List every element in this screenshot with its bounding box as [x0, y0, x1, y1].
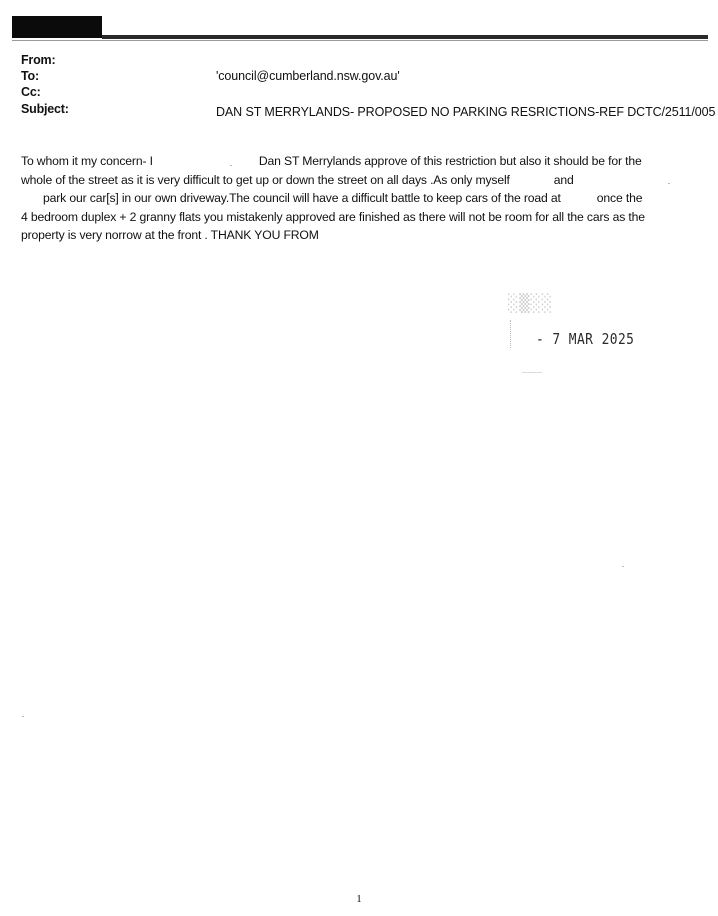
page-number: 1 [356, 893, 362, 905]
letter-body [21, 152, 701, 245]
stamp-border [510, 320, 521, 348]
to-value: 'council@cumberland.nsw.gov.au' [216, 69, 400, 83]
header-rule-thin [12, 40, 708, 41]
subject-label: Subject: [21, 102, 69, 116]
body-line-2b: and [553, 172, 574, 187]
from-label: From: [21, 53, 56, 67]
body-line-2 [21, 171, 701, 190]
redacted-sender-block [12, 16, 102, 38]
body-line-5: property is very norrow at the front . THANK YOU FROM [21, 228, 319, 242]
body-line-4: 4 bedroom duplex + 2 granny flats you mistakenly approved are finished as there will not be room for all the cars as the [21, 209, 645, 224]
body-line-1 [21, 152, 701, 171]
stamp-date: - 7 MAR 2025 [536, 330, 635, 348]
subject-value: DAN ST MERRYLANDS- PROPOSED NO PARKING RESRICTIONS-REF DCTC/2511/005 [216, 105, 716, 119]
scan-speck [230, 165, 232, 166]
stamp-smudge [522, 372, 542, 373]
scan-speck [22, 716, 24, 717]
stamp-faded-text: ░▒░░ [508, 294, 553, 314]
to-label: To: [21, 69, 39, 83]
body-line-1b: Dan ST Merrylands approve of this restriction but also it should be for the [258, 154, 642, 168]
cc-label: Cc: [21, 85, 41, 99]
body-line-3b: once the [596, 191, 643, 205]
scan-speck [668, 183, 670, 184]
header-rule [102, 35, 708, 39]
scan-speck [622, 566, 624, 567]
body-line-3a: park our car[s] in our own driveway.The council will have a difficult battle to keep cars of the road at [43, 191, 561, 205]
body-line-1a: To whom it my concern- I [21, 154, 153, 168]
body-line-3 [21, 189, 701, 208]
body-line-2a: whole of the street as it is very difficult to get up or down the street on all days .As only myself [21, 172, 510, 187]
